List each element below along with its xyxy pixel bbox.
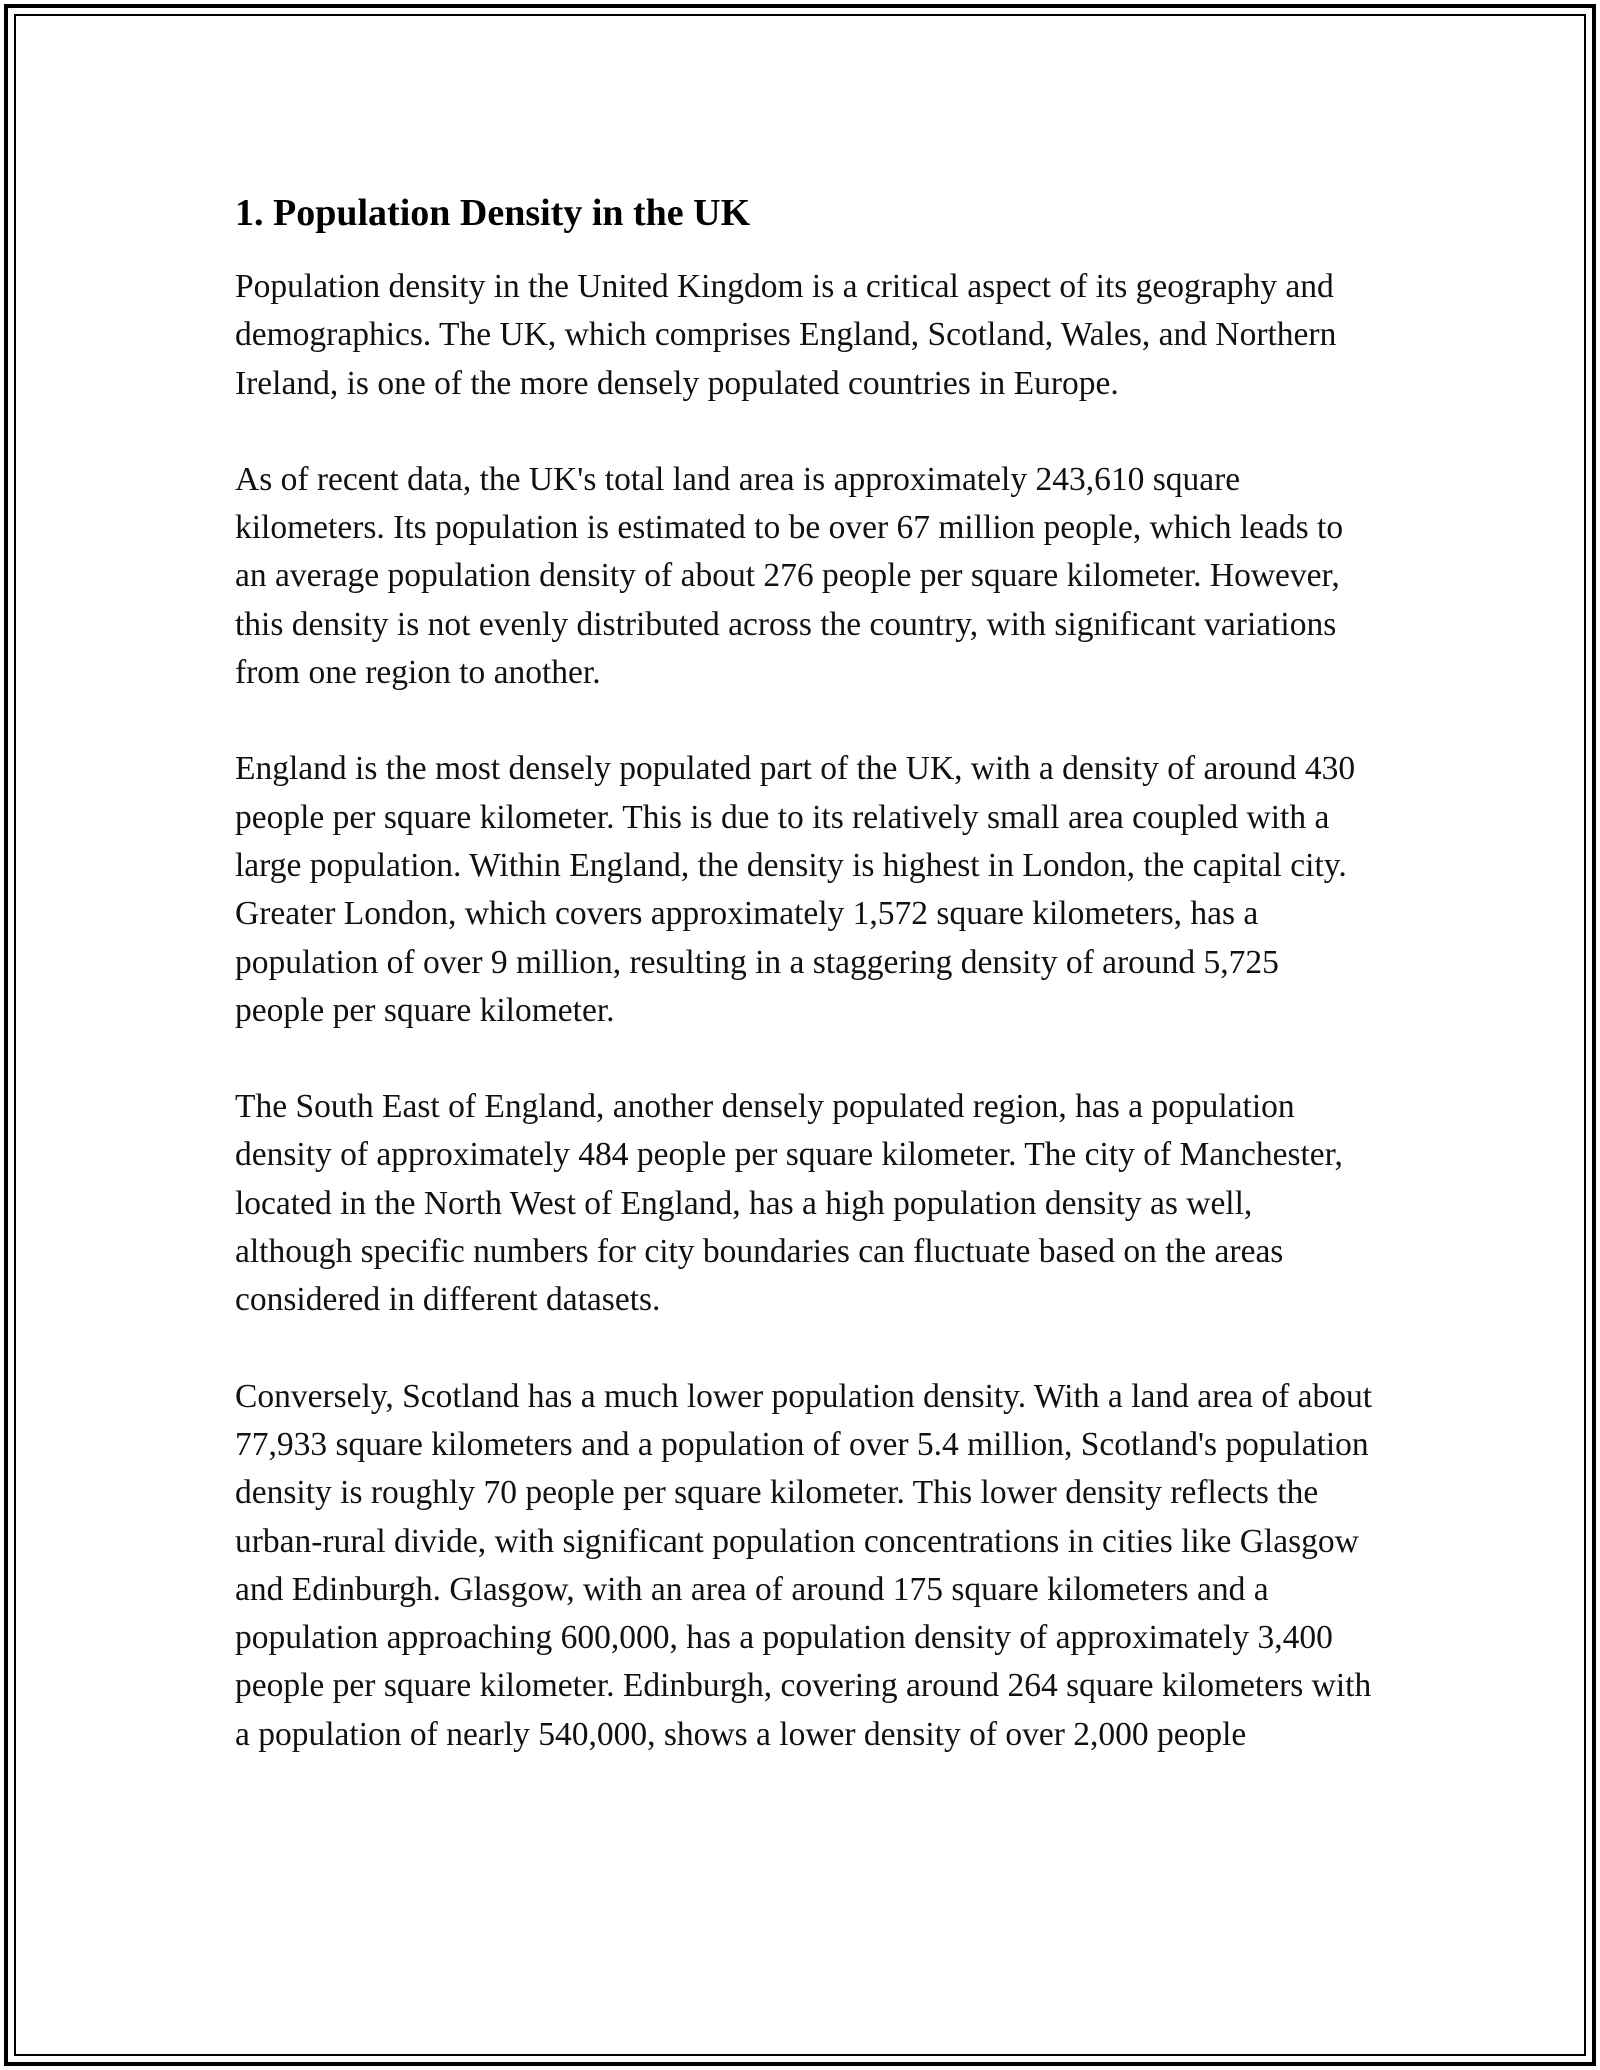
paragraph-south-east-density: The South East of England, another densely populated region, has a population density of approximately 484 people per square kilometer. The city of Manchester, located in the North West of England, has a high population density as well, although specific numbers for city boundaries can fluctuate based on the areas considered in different datasets.	[235, 1088, 1343, 1319]
section-heading: 1. Population Density in the UK	[235, 192, 751, 234]
paragraph-england-density: England is the most densely populated part of the UK, with a density of around 430 people per square kilometer. This is due to its relatively small area coupled with a large population. Within England, the density is highest in London, the capital city. Greater London, which covers approximately 1,572 square kilometers, has a population of over 9 million, resulting in a staggering density of around 5,725 people per square kilometer.	[235, 750, 1356, 1029]
paragraph-uk-overview: Population density in the United Kingdom is a critical aspect of its geography and demographics. The UK, which comprises England, Scotland, Wales, and Northern Ireland, is one of the more densely populated countries in Europe.	[235, 268, 1337, 402]
paragraph-scotland-density: Conversely, Scotland has a much lower population density. With a land area of about 77,933 square kilometers and a population of over 5.4 million, Scotland's population density is roughly 70 people per square kilometer. This lower density reflects the urban-rural divide, with significant population concentrations in cities like Glasgow and Edinburgh. Glasgow, with an area of around 175 square kilometers and a population approaching 600,000, has a population density of approximately 3,400 people per square kilometer. Edinburgh, covering around 264 square kilometers with a population of nearly 540,000, shows a lower density of over 2,000 people	[235, 1377, 1373, 1753]
document-body	[235, 185, 1375, 1807]
paragraph-uk-average-density: As of recent data, the UK's total land area is approximately 243,610 square kilometers. Its population is estimated to be over 67 million people, which leads to an average population density of about 276 people per square kilometer. However, this density is not evenly distributed across the country, with significant variations from one region to another.	[235, 460, 1344, 692]
